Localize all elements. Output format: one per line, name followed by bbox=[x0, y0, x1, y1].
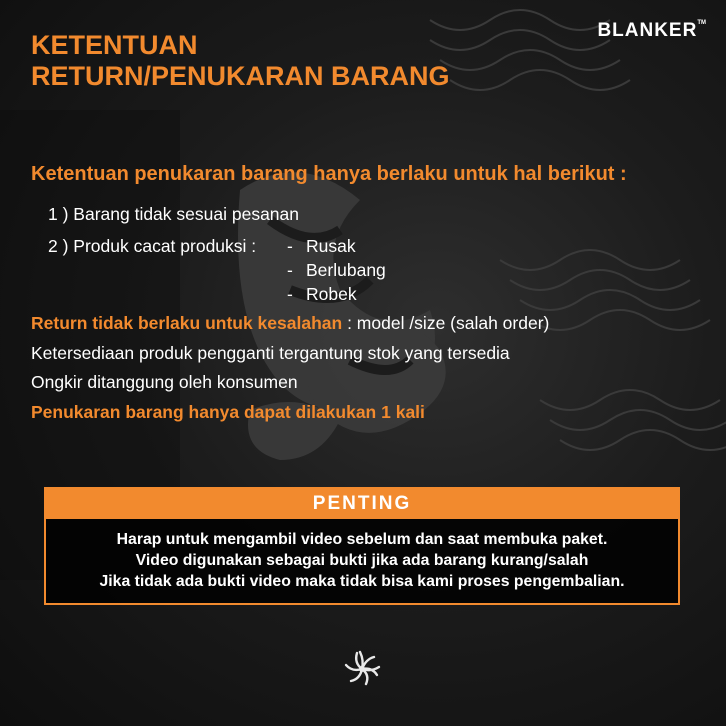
important-box bbox=[44, 487, 680, 605]
intro-heading: Ketentuan penukaran barang hanya berlaku untuk hal berikut : bbox=[31, 163, 627, 185]
important-header: PENTING bbox=[46, 489, 678, 519]
defect-rusak: Rusak bbox=[306, 236, 356, 256]
title-line-1: KETENTUAN bbox=[31, 30, 198, 60]
defect-bullet: - bbox=[287, 236, 293, 256]
important-body bbox=[46, 519, 678, 592]
return-rule-detail: : model /size (salah order) bbox=[342, 313, 550, 333]
defect-robek: Robek bbox=[306, 284, 357, 304]
defect-berlubang: Berlubang bbox=[306, 260, 386, 280]
important-line-3: Jika tidak ada bukti video maka tidak bisa kami proses pengembalian. bbox=[99, 573, 625, 590]
title-line-2: RETURN/PENUKARAN BARANG bbox=[31, 61, 450, 91]
defect-bullet: - bbox=[287, 260, 293, 280]
page-title bbox=[31, 30, 450, 92]
list-item-mismatch: 1 ) Barang tidak sesuai pesanan bbox=[48, 204, 299, 224]
defect-bullet: - bbox=[287, 284, 293, 304]
return-rule bbox=[31, 313, 549, 334]
exchange-limit: Penukaran barang hanya dapat dilakukan 1 kali bbox=[31, 402, 425, 422]
brand-logo: BLANKER™ bbox=[597, 20, 706, 41]
stock-note: Ketersediaan produk pengganti tergantung stok yang tersedia bbox=[31, 343, 510, 363]
swirl-logo-icon bbox=[341, 648, 383, 690]
important-line-2: Video digunakan sebagai bukti jika ada barang kurang/salah bbox=[135, 552, 589, 569]
shipping-note: Ongkir ditanggung oleh konsumen bbox=[31, 372, 298, 392]
return-rule-label: Return tidak berlaku untuk kesalahan bbox=[31, 313, 343, 333]
list-item-defect: 2 ) Produk cacat produksi : bbox=[48, 236, 257, 256]
important-line-1: Harap untuk mengambil video sebelum dan saat membuka paket. bbox=[116, 531, 608, 548]
